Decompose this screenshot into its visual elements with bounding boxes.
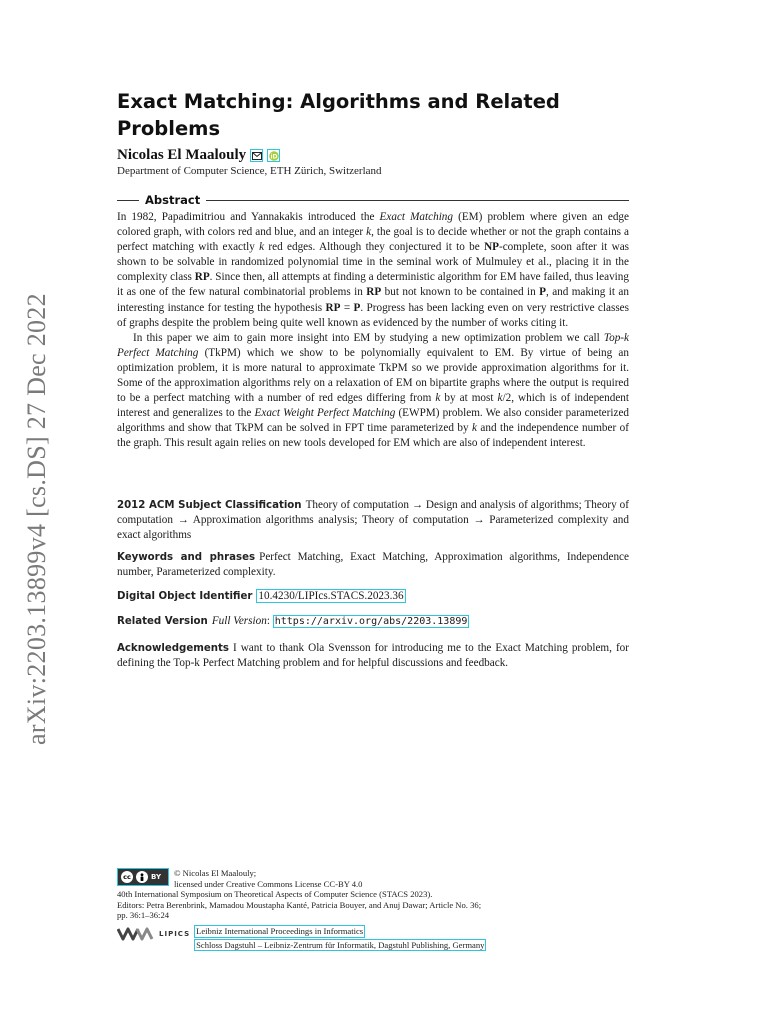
acknowledgements-text: I want to thank Ola Svensson for introducing me to the Exact Matching problem, for defining the Top-k Perfect Matching problem and for helpful discussions and feedback.	[117, 642, 629, 670]
author-line	[117, 147, 280, 164]
abstract-rule-right	[206, 200, 629, 201]
by-icon	[136, 871, 148, 883]
affiliation: Department of Computer Science, ETH Zürich, Switzerland	[117, 165, 382, 177]
abstract-header	[117, 193, 629, 207]
title-line-2: Problems	[117, 117, 221, 140]
abstract-heading: Abstract	[145, 193, 201, 207]
abstract-paragraph-2: In this paper we aim to gain more insight into EM by studying a new optimization problem we call Top-k Perfect Matching (TkPM) which we show to be polynomially equivalent to EM. By virtue of being an optimization problem, it is more natural to approximate TkPM so we provide approximation algorithms for it. Some of the approximation algorithms rely on a relaxation of EM on bipartite graphs where the output is required to be a perfect matching with a number of red edges differing from k by at most k/2, which is of independent interest and generalizes to the Exact Weight Perfect Matching (EWPM) problem. We also consider parameterized algorithms and show that TkPM can be solved in FPT time parameterized by k and the independence number of the graph. This result again relies on new tools developed for EM which are also of independent interest.	[117, 331, 629, 450]
paper-title	[117, 88, 637, 142]
cc-by-text: BY	[151, 872, 162, 881]
keywords-text: Perfect Matching, Exact Matching, Approximation algorithms, Independence number, Parameterized complexity.	[117, 551, 629, 579]
cc-icon: cc	[121, 871, 133, 883]
related-version-link[interactable]: https://arxiv.org/abs/2203.13899	[274, 616, 468, 627]
doi-link[interactable]: 10.4230/LIPIcs.STACS.2023.36	[258, 590, 404, 602]
lipics-row	[117, 925, 587, 952]
lipics-links	[194, 925, 486, 952]
related-version-kind: Full Version	[211, 615, 267, 627]
license-row	[117, 868, 587, 889]
pages-line: pp. 36:1–36:24	[117, 910, 170, 921]
doi-label: Digital Object Identifier	[117, 591, 253, 602]
email-icon[interactable]	[250, 149, 263, 162]
copyright-holder: © Nicolas El Maalouly;	[174, 868, 257, 878]
abstract-body	[117, 210, 629, 452]
cc-badge-inner	[118, 869, 168, 885]
lipics-publisher-link[interactable]: Schloss Dagstuhl – Leibniz-Zentrum für Informatik, Dagstuhl Publishing, Germany	[196, 939, 485, 950]
acknowledgements	[117, 641, 629, 671]
footer	[117, 868, 587, 952]
acm-classification-text: Theory of computation → Design and analysis of algorithms; Theory of computation → Approximation algorithms analysis; Theory of computation → Parameterized complexity and exact algorithms	[117, 499, 629, 542]
lipics-wordmark: LIPICS	[159, 929, 191, 938]
keywords	[117, 550, 629, 580]
related-colon: :	[266, 615, 273, 627]
arxiv-stamp: arXiv:2203.13899v4 [cs.DS] 27 Dec 2022	[22, 293, 51, 745]
abstract-paragraph-1: In 1982, Papadimitriou and Yannakakis introduced the Exact Matching (EM) problem where given an edge colored graph, with colors red and blue, and an integer k, the goal is to decide whether or not the graph contains a perfect matching with exactly k red edges. Although they conjectured it to be NP-complete, soon after it was shown to be solvable in randomized polynomial time in the seminal work of Mulmuley et al., placing it in the complexity class RP. Since then, all attempts at finding a deterministic algorithm for EM have failed, thus leaving it as one of the few natural combinatorial problems in RP but not known to be contained in P, and making it an interesting instance for testing the hypothesis RP = P. Progress has been lacking even on very restrictive classes of graphs despite the problem being quite well known as evidenced by the number of works citing it.	[117, 211, 630, 329]
lipics-logo-icon	[117, 927, 190, 941]
acm-classification-label: 2012 ACM Subject Classification	[117, 500, 302, 511]
related-version-line	[117, 614, 629, 629]
license-text	[174, 868, 362, 889]
related-version-label: Related Version	[117, 616, 208, 627]
cc-by-badge[interactable]	[117, 868, 169, 886]
conference-line: 40th International Symposium on Theoretical Aspects of Computer Science (STACS 2023).	[117, 889, 433, 900]
editors-line: Editors: Petra Berenbrink, Mamadou Moustapha Kanté, Patricia Bouyer, and Anuj Dawar; Article No. 36;	[117, 899, 482, 910]
acm-classification	[117, 498, 629, 543]
keywords-label: Keywords and phrases	[117, 552, 256, 563]
acknowledgements-label: Acknowledgements	[117, 643, 229, 654]
abstract-rule-left	[117, 200, 139, 201]
svg-text:iD: iD	[270, 152, 278, 160]
author-name: Nicolas El Maalouly	[117, 147, 247, 163]
orcid-icon[interactable]	[267, 149, 280, 162]
title-line-1: Exact Matching: Algorithms and Related	[117, 90, 560, 113]
doi-line	[117, 589, 629, 604]
lipics-series-link[interactable]: Leibniz International Proceedings in Informatics	[196, 925, 364, 936]
license-statement: licensed under Creative Commons License CC-BY 4.0	[174, 878, 363, 889]
